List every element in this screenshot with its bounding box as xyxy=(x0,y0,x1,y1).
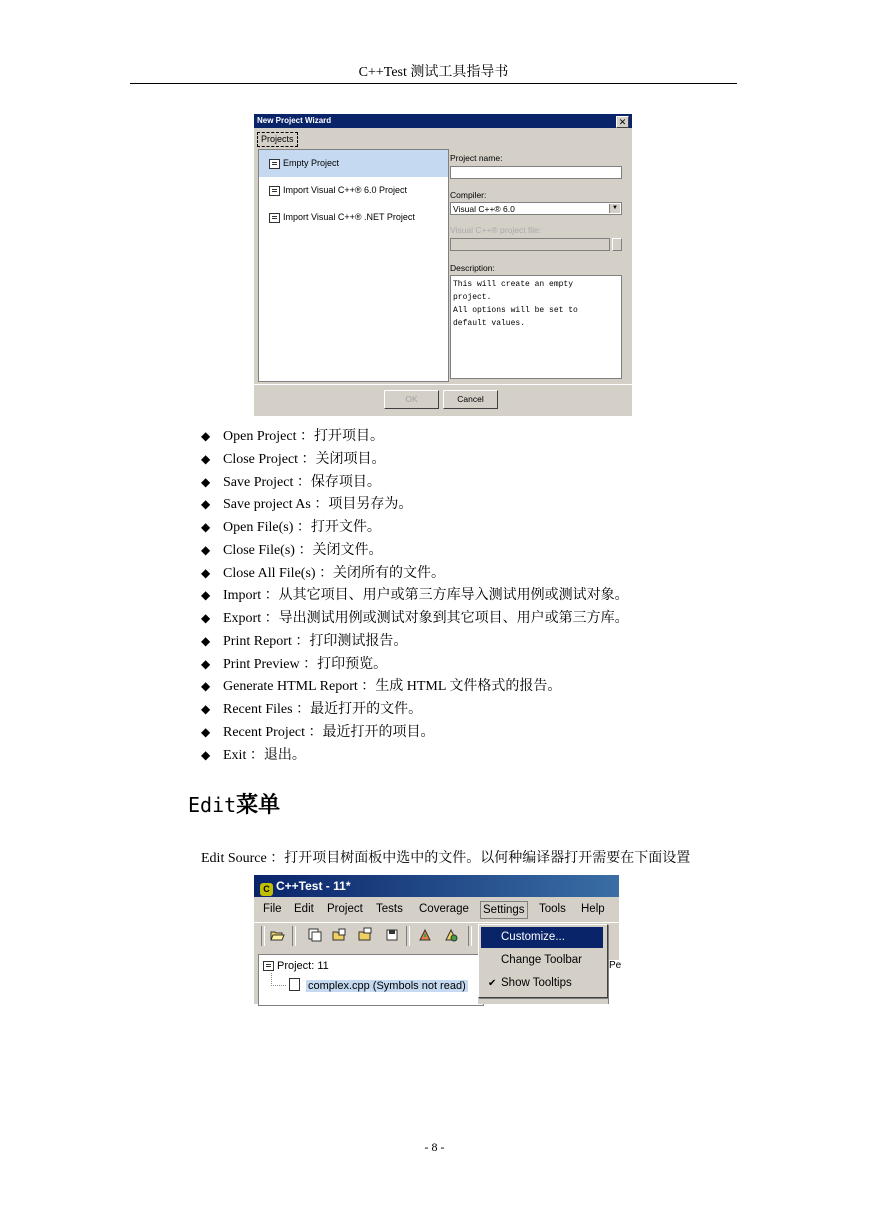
project-type-import-vc6[interactable] xyxy=(259,177,448,204)
menu-item-show-tooltips[interactable] xyxy=(481,973,603,994)
diamond-bullet-icon: ◆ xyxy=(201,429,211,443)
toolbar-separator xyxy=(406,926,410,946)
project-icon xyxy=(263,961,274,971)
wizard-options-panel xyxy=(450,149,626,382)
diamond-bullet-icon: ◆ xyxy=(201,633,211,648)
page-header: C++Test 测试工具指导书 xyxy=(130,64,737,84)
tree-file-complex-cpp[interactable] xyxy=(289,978,468,993)
item-desc: ：关闭文件。 xyxy=(298,542,383,558)
tree-file-label: complex.cpp (Symbols not read) xyxy=(308,980,466,992)
item-desc: ：打开项目。 xyxy=(299,429,384,444)
tree-connector-line xyxy=(271,973,286,986)
item-desc: ：关闭所有的文件。 xyxy=(319,565,446,581)
description-text: This will create an empty project. All options will be set to default values. xyxy=(450,275,622,379)
item-name: Print Preview xyxy=(223,656,300,672)
project-icon xyxy=(269,159,280,169)
item-name: Export xyxy=(223,611,262,626)
project-type-import-net[interactable] xyxy=(259,204,448,231)
list-item xyxy=(201,425,629,448)
diamond-bullet-icon: ◆ xyxy=(201,656,211,671)
save-icon[interactable] xyxy=(385,928,400,942)
project-type-label: Empty Project xyxy=(283,158,340,168)
item-name: Close All File(s) xyxy=(223,565,316,581)
close-project-icon[interactable] xyxy=(358,928,373,942)
list-item xyxy=(201,698,629,721)
list-item xyxy=(201,562,629,585)
wizard-title-bar xyxy=(254,114,632,128)
item-desc: ：项目另存为。 xyxy=(314,497,413,513)
cpptest-logo-icon: C xyxy=(260,883,273,896)
tree-root-project[interactable] xyxy=(263,959,329,973)
run-test-icon[interactable] xyxy=(418,928,433,942)
list-item xyxy=(201,471,629,494)
right-panel-stub: Pe xyxy=(608,960,620,1004)
section-heading-cjk: 菜单 xyxy=(236,793,281,818)
compiler-label: Compiler: xyxy=(450,190,487,200)
list-item xyxy=(201,653,629,676)
toolbar-separator xyxy=(468,926,472,946)
list-item xyxy=(201,744,629,767)
menu-item-label: Change Toolbar xyxy=(501,954,582,966)
project-icon xyxy=(269,213,280,223)
list-item xyxy=(201,448,629,471)
cancel-button[interactable]: Cancel xyxy=(443,390,498,409)
project-icon xyxy=(269,186,280,196)
item-name: Close Project xyxy=(223,451,299,467)
item-desc: ：从其它项目、用户或第三方库导入测试用例或测试对象。 xyxy=(264,588,629,604)
diamond-bullet-icon: ◆ xyxy=(201,747,211,762)
item-desc: ：关闭项目。 xyxy=(301,451,386,467)
menu-file[interactable]: File xyxy=(263,903,282,915)
menu-tests[interactable]: Tests xyxy=(376,903,403,915)
project-tree-panel xyxy=(258,954,484,1006)
item-desc: ：最近打开的文件。 xyxy=(296,702,423,717)
diamond-bullet-icon: ◆ xyxy=(201,724,211,739)
menu-coverage[interactable]: Coverage xyxy=(419,903,469,915)
menu-bar xyxy=(254,899,619,919)
app-title-bar xyxy=(254,875,619,897)
project-type-list xyxy=(258,149,449,382)
settings-dropdown-menu xyxy=(478,924,608,998)
menu-edit[interactable]: Edit xyxy=(294,903,314,915)
instrument-icon[interactable] xyxy=(444,928,459,942)
section-heading-edit-menu xyxy=(188,790,280,821)
diamond-bullet-icon: ◆ xyxy=(201,497,211,512)
project-name-input[interactable] xyxy=(450,166,622,179)
diamond-bullet-icon: ◆ xyxy=(201,520,211,534)
menu-settings[interactable]: Settings xyxy=(480,901,528,919)
item-desc: ：生成 HTML 文件格式的报告。 xyxy=(361,679,562,695)
menu-project[interactable]: Project xyxy=(327,903,363,915)
item-name: Recent Project xyxy=(223,724,306,740)
list-item xyxy=(201,584,629,607)
list-item xyxy=(201,539,629,562)
tree-root-label: Project: 11 xyxy=(277,960,329,972)
file-menu-item-list xyxy=(201,425,629,766)
new-project-wizard-screenshot xyxy=(254,114,632,415)
new-project-icon[interactable] xyxy=(307,928,322,942)
item-name: Open Project xyxy=(223,429,297,444)
toolbar-separator xyxy=(261,926,265,946)
edit-source-paragraph: Edit Source ：打开项目树面板中选中的文件。以何种编译器打开需要在下面设置 xyxy=(201,851,691,866)
description-label: Description: xyxy=(450,263,495,273)
list-item xyxy=(201,721,629,744)
item-desc: ：退出。 xyxy=(249,747,306,763)
compiler-value: Visual C++® 6.0 xyxy=(453,204,515,214)
project-name-label: Project name: xyxy=(450,153,503,163)
compiler-select[interactable] xyxy=(450,202,622,215)
menu-help[interactable]: Help xyxy=(581,903,605,915)
item-name: Save project As xyxy=(223,497,311,513)
item-name: Close File(s) xyxy=(223,542,295,558)
app-title: C++Test - 11* xyxy=(276,879,351,893)
list-item xyxy=(201,493,629,516)
menu-tools[interactable]: Tools xyxy=(539,903,566,915)
diamond-bullet-icon: ◆ xyxy=(201,451,211,466)
diamond-bullet-icon: ◆ xyxy=(201,611,211,625)
diamond-bullet-icon: ◆ xyxy=(201,679,211,694)
project-file-label: Visual C++® project file: xyxy=(450,225,542,235)
list-item xyxy=(201,516,629,539)
item-name: Recent Files xyxy=(223,702,293,717)
item-name: Exit xyxy=(223,747,247,763)
project-type-label: Import Visual C++® 6.0 Project xyxy=(283,185,408,195)
item-desc: ：保存项目。 xyxy=(296,474,381,490)
menu-item-label: Customize... xyxy=(501,931,565,943)
item-name: Print Report xyxy=(223,633,292,649)
open-folder-icon[interactable] xyxy=(270,928,285,942)
item-desc: ：最近打开的项目。 xyxy=(308,724,435,740)
project-file-input[interactable] xyxy=(450,238,610,251)
item-name: Open File(s) xyxy=(223,520,294,535)
item-desc: ：打开文件。 xyxy=(296,520,381,535)
menu-item-customize[interactable] xyxy=(481,927,603,948)
wizard-button-bar xyxy=(254,384,632,416)
ok-button[interactable]: OK xyxy=(384,390,439,409)
project-type-label: Import Visual C++® .NET Project xyxy=(283,212,415,222)
item-desc: ：打印测试报告。 xyxy=(295,633,408,649)
diamond-bullet-icon: ◆ xyxy=(201,702,211,716)
checkmark-icon: ✔ xyxy=(488,978,497,989)
item-name: Import xyxy=(223,588,262,604)
list-item xyxy=(201,675,629,698)
file-icon xyxy=(289,978,300,991)
open-project-icon[interactable] xyxy=(332,928,347,942)
menu-item-label: Show Tooltips xyxy=(501,977,572,989)
browse-button[interactable] xyxy=(612,238,622,251)
diamond-bullet-icon: ◆ xyxy=(201,542,211,557)
list-item xyxy=(201,607,629,630)
page-number: - 8 - xyxy=(424,1140,445,1154)
chevron-down-icon[interactable]: ▼ xyxy=(609,204,620,213)
diamond-bullet-icon: ◆ xyxy=(201,565,211,580)
item-desc: ：打印预览。 xyxy=(303,656,388,672)
list-item xyxy=(201,630,629,653)
tab-projects[interactable]: Projects xyxy=(257,132,298,147)
diamond-bullet-icon: ◆ xyxy=(201,588,211,603)
item-name: Generate HTML Report xyxy=(223,679,358,695)
toolbar-separator xyxy=(292,926,296,946)
item-name: Save Project xyxy=(223,474,294,490)
diamond-bullet-icon: ◆ xyxy=(201,474,211,489)
project-type-empty[interactable] xyxy=(259,150,448,177)
menu-item-change-toolbar[interactable] xyxy=(481,950,603,971)
close-icon[interactable]: ✕ xyxy=(616,116,629,128)
section-heading-latin: Edit xyxy=(188,793,237,817)
wizard-title: New Project Wizard xyxy=(257,116,332,125)
item-desc: ：导出测试用例或测试对象到其它项目、用户或第三方库。 xyxy=(264,611,629,626)
cpptest-app-screenshot xyxy=(254,875,622,1004)
